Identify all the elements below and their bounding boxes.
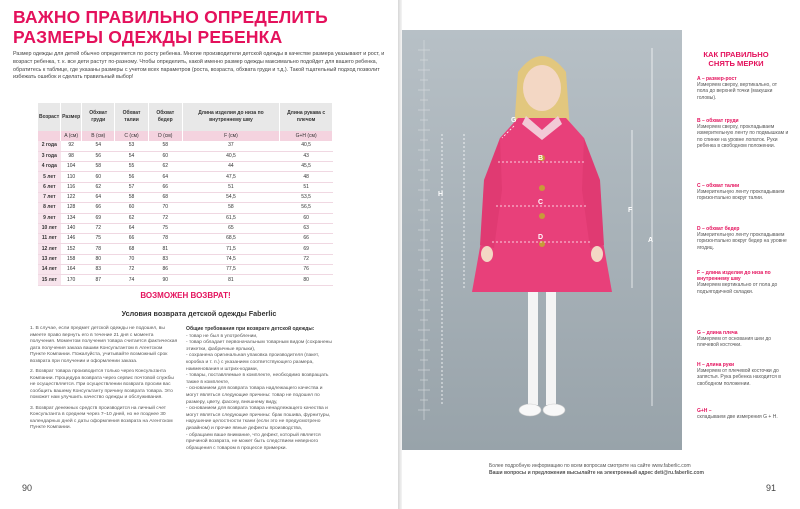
table-cell: 68 <box>148 192 182 202</box>
table-cell: 58 <box>148 141 182 151</box>
table-cell: 11 лет <box>38 234 61 244</box>
label-d: D <box>538 234 544 241</box>
measure-item-title: D – обхват бедер <box>697 226 740 232</box>
table-cell: 80 <box>280 275 333 285</box>
measure-item-text: складываем две измерения G + H. <box>697 414 778 421</box>
table-cell: 58 <box>82 162 115 172</box>
column-unit: A (см) <box>61 131 82 141</box>
returnable-notice: ВОЗМОЖЕН ВОЗВРАТ! <box>140 291 231 300</box>
measure-title: КАК ПРАВИЛЬНО СНЯТЬ МЕРКИ <box>703 50 769 68</box>
column-unit: B (см) <box>82 131 115 141</box>
conditions-right-column <box>186 326 334 452</box>
measure-item-text: Измеряем сверху, вертикально, от пола до верхней точки (макушки головы). <box>697 82 778 101</box>
table-cell: 72 <box>82 223 115 233</box>
condition-paragraph: 1. В случае, если предмет детской одежды не подошел, вы имеете право вернуть его в течение 21 дня с момента получения. Моментом получения товара считается фактическая дата получения заказа вашим Консультантом в Агентском Пункте Компании. Пожалуйста, учитывайте возможный срок возврата при получении и оформлении заказа. <box>30 326 178 364</box>
measure-item-title: F – длина изделия до низа по внутреннему шву <box>697 270 771 283</box>
table-cell: 12 лет <box>38 244 61 254</box>
measure-item-title: A – размер-рост <box>697 76 737 82</box>
table-cell: 66 <box>82 203 115 213</box>
page-title: ВАЖНО ПРАВИЛЬНО ОПРЕДЕЛИТЬ РАЗМЕРЫ ОДЕЖДЫ РЕБЕНКА <box>13 7 328 47</box>
table-cell: 69 <box>82 213 115 223</box>
condition-paragraph: 3. Возврат денежных средств производится на личный счет Консультанта в среднем через 7–10 дней, но не позднее 30 календарных дней с даты оформления возврата на Агентском Пункте Компании. <box>30 405 173 431</box>
column-header: Размер <box>61 103 82 131</box>
child-illustration <box>402 30 682 450</box>
table-cell: 57 <box>115 182 149 192</box>
requirement-item: - сохранена оригинальная упаковка производителя (пакет, коробка и т. п.) с указанием соответствующего размера, наименования и штрих-кодами, <box>186 353 320 372</box>
measure-item-text: Измерительную ленту прокладываем горизонтально вокруг бедер на уровне ягодиц. <box>697 232 787 251</box>
measure-item <box>697 270 789 295</box>
table-cell: 63 <box>280 223 333 233</box>
table-cell: 47,5 <box>182 172 280 182</box>
table-cell: 58 <box>182 203 280 213</box>
label-h: H <box>438 191 444 198</box>
measure-item-text: Измеряем вертикально от пола до подъягодичной складки. <box>697 282 778 295</box>
table-cell: 44 <box>182 162 280 172</box>
size-table-body <box>38 141 333 285</box>
table-cell: 58 <box>115 192 149 202</box>
coat-button <box>539 185 545 191</box>
table-row <box>38 162 333 172</box>
table-cell: 74,5 <box>182 254 280 264</box>
table-cell: 77,5 <box>182 265 280 275</box>
table-cell: 54 <box>82 141 115 151</box>
table-cell: 64 <box>82 192 115 202</box>
table-cell: 51 <box>182 182 280 192</box>
footer-line-2: Ваши вопросы и предложения высылайте на электронный адрес deti@ru.faberlic.com <box>489 470 704 476</box>
measure-item-text: Измерительную ленту прокладываем горизонтально вокруг талии. <box>697 189 785 202</box>
table-cell: 104 <box>61 162 82 172</box>
table-cell: 13 лет <box>38 254 61 264</box>
table-cell: 69 <box>280 244 333 254</box>
label-f: F <box>628 207 633 214</box>
measure-item <box>697 183 789 202</box>
table-cell: 110 <box>61 172 82 182</box>
table-cell: 62 <box>115 213 149 223</box>
table-cell: 92 <box>61 141 82 151</box>
table-cell: 60 <box>115 203 149 213</box>
table-row <box>38 265 333 275</box>
measure-item-title: G – длина плеча <box>697 330 738 336</box>
table-cell: 80 <box>82 254 115 264</box>
page-number-right: 91 <box>766 483 777 493</box>
label-a: A <box>648 237 654 244</box>
measure-item-title: G+H – <box>697 408 712 414</box>
table-cell: 170 <box>61 275 82 285</box>
table-cell: 140 <box>61 223 82 233</box>
intro-text: Размер одежды для детей обычно определяется по росту ребенка. Многие производители детской одежды в качестве размера указывают и рост, и возраст ребенка, т. к. все дети растут по-разному. Чтобы определить, какой именно размер одежды максимально подойдет для вашего ребенка, обратитесь к таблице, где указаны размеры с учетом всех параметров (роста, возраста, обхвата груди и т.д.). Такой тщательный подход позволит избежать ошибок и сделать правильный выбор! <box>13 51 385 81</box>
measure-item-text: Измеряем от плечевой косточки до запястья. Рука ребенка находится в свободном положении. <box>697 368 781 387</box>
measure-item <box>697 226 789 251</box>
table-cell: 70 <box>115 254 149 264</box>
table-row <box>38 234 333 244</box>
left-shoe <box>519 404 541 416</box>
table-cell: 15 лет <box>38 275 61 285</box>
table-row <box>38 172 333 182</box>
table-cell: 83 <box>82 265 115 275</box>
measure-item-text: Измеряем сверху, прокладываем измерительную ленту по подмышкам и по спинке на уровне лопаток. Руки ребенка в свободном положении. <box>697 124 789 149</box>
left-page <box>0 0 398 509</box>
table-cell: 78 <box>82 244 115 254</box>
table-cell: 66 <box>148 182 182 192</box>
measure-item-title: B – обхват груди <box>697 118 739 124</box>
table-cell: 56 <box>82 151 115 161</box>
label-g: G <box>511 117 517 124</box>
table-cell: 51 <box>280 182 333 192</box>
column-header: Возраст <box>38 103 61 131</box>
measure-item <box>697 330 789 349</box>
table-cell: 81 <box>148 244 182 254</box>
table-cell: 8 лет <box>38 203 61 213</box>
table-row <box>38 182 333 192</box>
table-cell: 72 <box>115 265 149 275</box>
table-row <box>38 254 333 264</box>
condition-paragraph: 2. Возврат товара производится только через Консультанта Компании. Процедура возврата через сервис почтовой службы не осуществляется. При осуществлении возврата просим вас сообщить вашему Консультанту причину возврата товара. Это поможет нам улучшить качество одежды и обслуживания. <box>30 369 174 401</box>
table-cell: 71,5 <box>182 244 280 254</box>
table-cell: 4 года <box>38 162 61 172</box>
table-row <box>38 275 333 285</box>
right-hand <box>591 246 603 262</box>
table-cell: 68,5 <box>182 234 280 244</box>
table-cell: 98 <box>61 151 82 161</box>
table-row <box>38 213 333 223</box>
table-cell: 55 <box>115 162 149 172</box>
face <box>523 65 561 111</box>
table-cell: 61,5 <box>182 213 280 223</box>
coat-button <box>539 213 545 219</box>
table-cell: 40,5 <box>182 151 280 161</box>
requirement-item: - обращаем ваше внимание, что дефект, который является причиной возврата, не может быть следствием неверного обращения с товаром в процессе примерки. <box>186 432 321 451</box>
size-table <box>38 103 333 286</box>
column-unit <box>38 131 61 141</box>
table-cell: 75 <box>82 234 115 244</box>
size-table-units <box>38 131 333 141</box>
table-cell: 64 <box>115 223 149 233</box>
requirement-item: - основанием для возврата товара ненадлежащего качества и могут являться следующие причины: брак пошива, фурнитуры, нарушение целостности ткани (если это не предусмотрено дизайном) и прочие явные дефекты производства, <box>186 406 331 431</box>
conditions-left-column <box>30 326 178 435</box>
table-cell: 78 <box>148 234 182 244</box>
requirement-item: - товар не был в употреблении, <box>186 333 258 339</box>
table-cell: 56 <box>115 172 149 182</box>
table-row <box>38 141 333 151</box>
table-cell: 72 <box>148 213 182 223</box>
table-cell: 45,5 <box>280 162 333 172</box>
column-unit: C (см) <box>115 131 149 141</box>
column-unit: D (см) <box>148 131 182 141</box>
table-cell: 65 <box>182 223 280 233</box>
table-cell: 53 <box>115 141 149 151</box>
table-cell: 134 <box>61 213 82 223</box>
label-c: C <box>538 199 544 206</box>
measure-item <box>697 118 789 149</box>
requirements-list <box>186 334 334 453</box>
conditions-title: Условия возврата детской одежды Faberlic <box>121 309 277 318</box>
table-cell: 5 лет <box>38 172 61 182</box>
measure-item-title: C – обхват талии <box>697 183 740 189</box>
column-header: Обхват груди <box>82 103 115 131</box>
right-leg <box>546 290 556 405</box>
table-cell: 40,5 <box>280 141 333 151</box>
table-row <box>38 203 333 213</box>
column-unit: F (см) <box>182 131 280 141</box>
footer-line-1: Более подробную информацию по всем вопросам смотрите на сайте www.faberlic.com <box>489 463 691 469</box>
requirements-title: Общие требования при возврате детской одежды: <box>186 326 315 332</box>
right-shoe <box>543 404 565 416</box>
table-cell: 86 <box>148 265 182 275</box>
table-row <box>38 192 333 202</box>
table-cell: 81 <box>182 275 280 285</box>
table-cell: 60 <box>280 213 333 223</box>
table-cell: 62 <box>148 162 182 172</box>
table-cell: 53,5 <box>280 192 333 202</box>
table-cell: 158 <box>61 254 82 264</box>
table-cell: 66 <box>115 234 149 244</box>
table-cell: 64 <box>148 172 182 182</box>
table-row <box>38 223 333 233</box>
table-cell: 66 <box>280 234 333 244</box>
table-cell: 74 <box>115 275 149 285</box>
left-hand <box>481 246 493 262</box>
table-cell: 56,5 <box>280 203 333 213</box>
table-row <box>38 244 333 254</box>
table-cell: 70 <box>148 203 182 213</box>
table-cell: 68 <box>115 244 149 254</box>
column-header: Длина изделия до низа по внутреннему шву <box>182 103 280 131</box>
table-cell: 152 <box>61 244 82 254</box>
measure-item <box>697 408 789 420</box>
requirement-item: - товары, поставляемые в комплекте, необходимо возвращать также в комплекте, <box>186 373 329 385</box>
table-cell: 54 <box>115 151 149 161</box>
table-cell: 122 <box>61 192 82 202</box>
table-cell: 54,5 <box>182 192 280 202</box>
measurement-photo <box>402 30 682 450</box>
column-unit: G+H (см) <box>280 131 333 141</box>
requirement-item: - товар обладает первоначальным товарным видом (сохранены этикетки, фабричные ярлыки), <box>186 340 332 352</box>
table-cell: 60 <box>82 172 115 182</box>
table-cell: 37 <box>182 141 280 151</box>
page-number-left: 90 <box>22 483 33 493</box>
table-cell: 72 <box>280 254 333 264</box>
table-cell: 3 года <box>38 151 61 161</box>
measure-item-title: H – длина руки <box>697 362 735 368</box>
table-cell: 9 лет <box>38 213 61 223</box>
size-table-header <box>38 103 333 131</box>
table-cell: 164 <box>61 265 82 275</box>
column-header: Длина рукава с плечом <box>280 103 333 131</box>
table-cell: 48 <box>280 172 333 182</box>
table-cell: 43 <box>280 151 333 161</box>
table-cell: 62 <box>82 182 115 192</box>
table-cell: 7 лет <box>38 192 61 202</box>
table-cell: 87 <box>82 275 115 285</box>
table-cell: 6 лет <box>38 182 61 192</box>
table-cell: 128 <box>61 203 82 213</box>
table-row <box>38 151 333 161</box>
table-cell: 14 лет <box>38 265 61 275</box>
footer-info <box>489 463 729 477</box>
table-cell: 60 <box>148 151 182 161</box>
column-header: Обхват талии <box>115 103 149 131</box>
table-cell: 116 <box>61 182 82 192</box>
measure-item <box>697 362 789 387</box>
requirement-item: - основанием для возврата товара надлежащего качества и могут являться следующие причины: товар не подошел по размеру, цвету, фасону, внешнему виду, <box>186 386 323 405</box>
table-cell: 2 года <box>38 141 61 151</box>
left-leg <box>528 290 538 405</box>
table-cell: 90 <box>148 275 182 285</box>
table-cell: 76 <box>280 265 333 275</box>
table-cell: 146 <box>61 234 82 244</box>
table-cell: 75 <box>148 223 182 233</box>
measure-item-text: Измеряем от основания шеи до плечевой косточки. <box>697 336 772 349</box>
table-cell: 83 <box>148 254 182 264</box>
table-cell: 10 лет <box>38 223 61 233</box>
column-header: Обхват бедер <box>148 103 182 131</box>
measure-item <box>697 76 789 101</box>
label-b: B <box>538 155 544 162</box>
